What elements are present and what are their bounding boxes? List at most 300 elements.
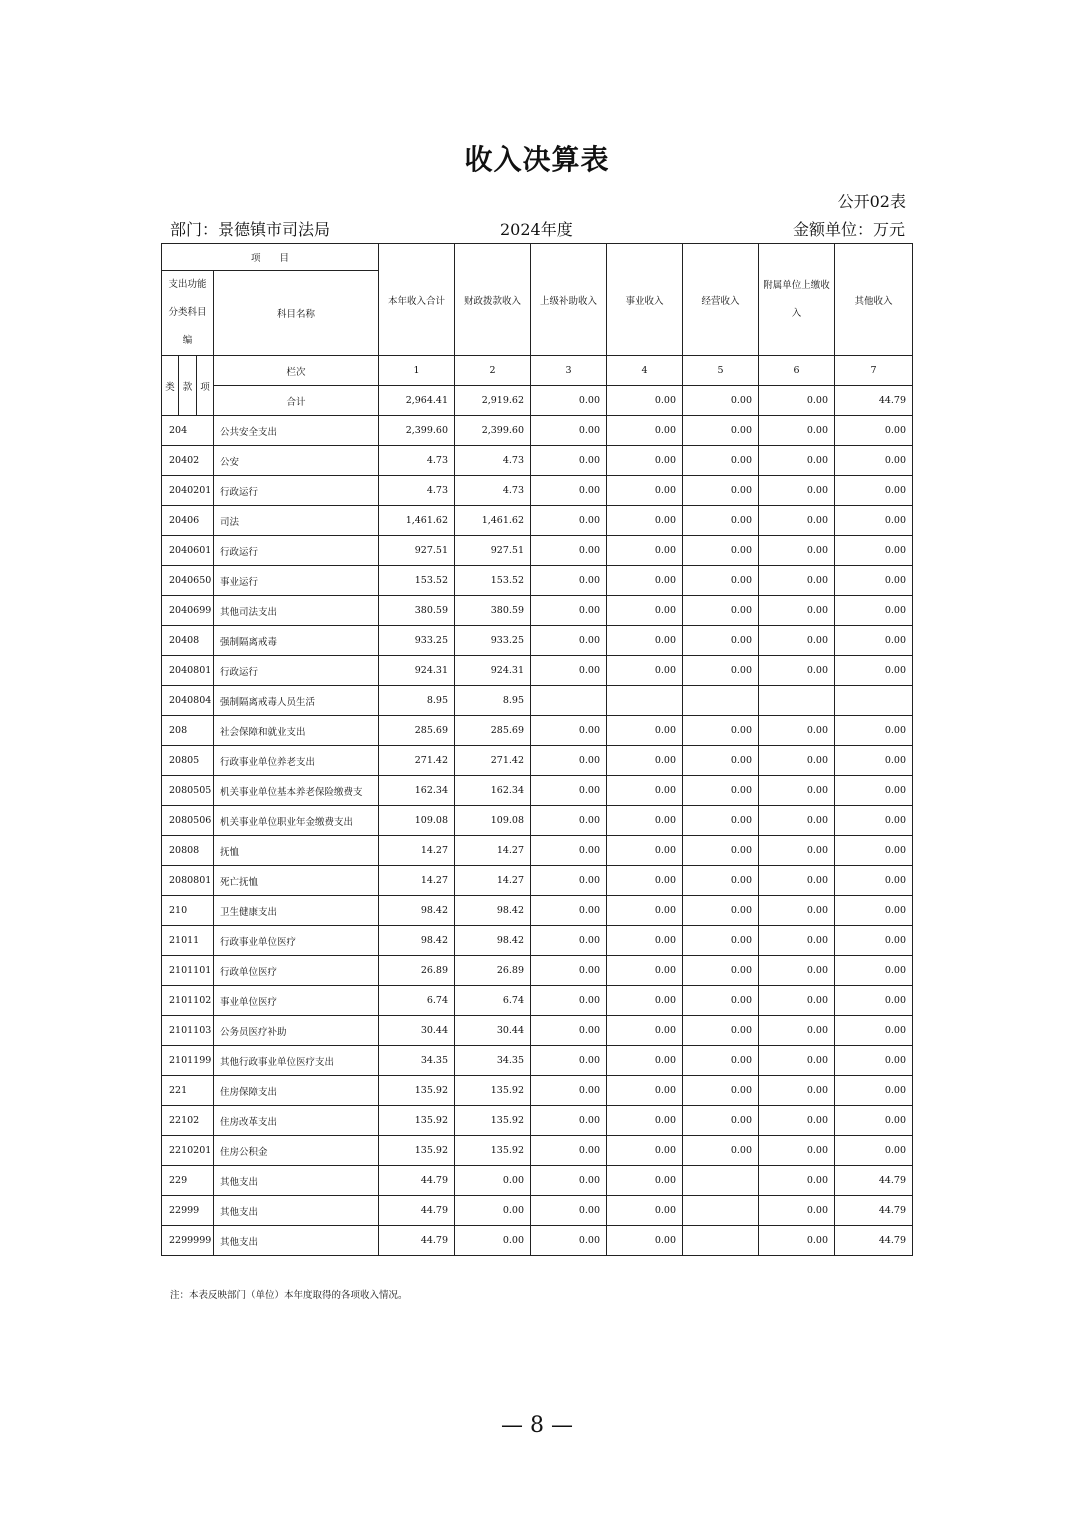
row-code: 208 xyxy=(162,716,214,746)
total-label: 合计 xyxy=(214,386,379,416)
table-row xyxy=(162,1076,913,1106)
table-note: 注：本表反映部门（单位）本年度取得的各项收入情况。 xyxy=(170,1290,408,1301)
row-value: 26.89 xyxy=(455,956,531,986)
row-value: 0.00 xyxy=(835,746,913,776)
row-value: 285.69 xyxy=(455,716,531,746)
row-value: 0.00 xyxy=(455,1226,531,1256)
row-value: 0.00 xyxy=(759,416,835,446)
row-value: 14.27 xyxy=(379,836,455,866)
row-code: 21011 xyxy=(162,926,214,956)
row-value: 0.00 xyxy=(607,536,683,566)
amount-unit: 金额单位：万元 xyxy=(792,220,905,239)
table-row xyxy=(162,956,913,986)
row-value: 0.00 xyxy=(683,836,759,866)
row-value: 162.34 xyxy=(379,776,455,806)
header-col: 财政拨款收入 xyxy=(455,244,531,356)
row-value: 8.95 xyxy=(379,686,455,716)
row-name: 事业运行 xyxy=(214,566,379,596)
row-code: 2080505 xyxy=(162,776,214,806)
row-value: 2,399.60 xyxy=(455,416,531,446)
row-value: 0.00 xyxy=(531,1166,607,1196)
row-value: 0.00 xyxy=(607,416,683,446)
row-value: 30.44 xyxy=(379,1016,455,1046)
total-value: 2,964.41 xyxy=(379,386,455,416)
row-name: 抚恤 xyxy=(214,836,379,866)
row-name: 其他支出 xyxy=(214,1226,379,1256)
row-value: 0.00 xyxy=(531,1106,607,1136)
row-value: 4.73 xyxy=(379,476,455,506)
table-row xyxy=(162,866,913,896)
row-value: 4.73 xyxy=(455,446,531,476)
total-value: 0.00 xyxy=(759,386,835,416)
row-value: 44.79 xyxy=(379,1166,455,1196)
header-code-group: 支出功能分类科目编 xyxy=(162,271,214,356)
table-row xyxy=(162,746,913,776)
row-value: 0.00 xyxy=(531,506,607,536)
row-value: 380.59 xyxy=(455,596,531,626)
table-row xyxy=(162,1136,913,1166)
row-value: 0.00 xyxy=(683,1106,759,1136)
row-value: 0.00 xyxy=(607,746,683,776)
table-row xyxy=(162,596,913,626)
row-code: 20408 xyxy=(162,626,214,656)
row-name: 行政运行 xyxy=(214,536,379,566)
col-num: 4 xyxy=(607,356,683,386)
row-name: 住房公积金 xyxy=(214,1136,379,1166)
row-value: 0.00 xyxy=(531,836,607,866)
row-value: 0.00 xyxy=(531,476,607,506)
department: 部门：景德镇市司法局 xyxy=(170,220,331,239)
row-value: 0.00 xyxy=(607,476,683,506)
col-num: 7 xyxy=(835,356,913,386)
row-value: 0.00 xyxy=(531,596,607,626)
row-value: 0.00 xyxy=(531,1046,607,1076)
row-value: 34.35 xyxy=(379,1046,455,1076)
row-code: 2040804 xyxy=(162,686,214,716)
row-value: 135.92 xyxy=(379,1136,455,1166)
row-value: 0.00 xyxy=(531,1136,607,1166)
row-value: 6.74 xyxy=(455,986,531,1016)
row-value: 927.51 xyxy=(379,536,455,566)
table-row xyxy=(162,776,913,806)
row-value: 153.52 xyxy=(455,566,531,596)
row-value: 0.00 xyxy=(683,536,759,566)
total-value: 0.00 xyxy=(607,386,683,416)
row-code: 210 xyxy=(162,896,214,926)
row-name: 行政单位医疗 xyxy=(214,956,379,986)
row-value: 271.42 xyxy=(455,746,531,776)
row-value: 0.00 xyxy=(835,566,913,596)
row-name: 公安 xyxy=(214,446,379,476)
row-value: 0.00 xyxy=(835,806,913,836)
row-value: 0.00 xyxy=(607,1166,683,1196)
row-value: 380.59 xyxy=(379,596,455,626)
table-row xyxy=(162,626,913,656)
row-value: 0.00 xyxy=(607,1016,683,1046)
row-value: 44.79 xyxy=(379,1196,455,1226)
row-value: 0.00 xyxy=(607,1226,683,1256)
row-code: 2101199 xyxy=(162,1046,214,1076)
row-name: 其他司法支出 xyxy=(214,596,379,626)
row-value: 135.92 xyxy=(455,1076,531,1106)
table-row xyxy=(162,986,913,1016)
row-value: 927.51 xyxy=(455,536,531,566)
row-value: 109.08 xyxy=(455,806,531,836)
table-row xyxy=(162,416,913,446)
row-name: 机关事业单位基本养老保险缴费支 xyxy=(214,776,379,806)
row-value: 0.00 xyxy=(683,746,759,776)
col-num: 6 xyxy=(759,356,835,386)
row-value: 0.00 xyxy=(683,956,759,986)
row-value: 44.79 xyxy=(835,1226,913,1256)
row-value: 0.00 xyxy=(835,956,913,986)
row-value: 0.00 xyxy=(531,566,607,596)
row-value: 0.00 xyxy=(683,476,759,506)
row-value: 0.00 xyxy=(607,1046,683,1076)
total-value: 2,919.62 xyxy=(455,386,531,416)
row-code: 20406 xyxy=(162,506,214,536)
row-code: 2080506 xyxy=(162,806,214,836)
row-code: 2101101 xyxy=(162,956,214,986)
row-value: 44.79 xyxy=(835,1196,913,1226)
header-lanci: 栏次 xyxy=(214,356,379,386)
row-code: 2040601 xyxy=(162,536,214,566)
row-value: 2,399.60 xyxy=(379,416,455,446)
table-row xyxy=(162,806,913,836)
row-value: 44.79 xyxy=(379,1226,455,1256)
row-value: 0.00 xyxy=(835,1076,913,1106)
col-num: 2 xyxy=(455,356,531,386)
row-value xyxy=(683,1226,759,1256)
page-title: 收入决算表 xyxy=(464,143,610,176)
header-col: 其他收入 xyxy=(835,244,913,356)
row-code: 20808 xyxy=(162,836,214,866)
table-row xyxy=(162,1196,913,1226)
row-name: 行政运行 xyxy=(214,656,379,686)
row-value: 0.00 xyxy=(759,1226,835,1256)
header-col: 附属单位上缴收入 xyxy=(759,244,835,356)
row-value: 0.00 xyxy=(759,1136,835,1166)
row-value: 271.42 xyxy=(379,746,455,776)
row-value: 0.00 xyxy=(759,1106,835,1136)
page-number: — 8 — xyxy=(501,1413,573,1438)
row-value: 285.69 xyxy=(379,716,455,746)
row-value: 0.00 xyxy=(759,626,835,656)
row-value: 0.00 xyxy=(835,416,913,446)
row-name: 行政运行 xyxy=(214,476,379,506)
row-value: 0.00 xyxy=(683,1016,759,1046)
row-value: 0.00 xyxy=(683,986,759,1016)
row-name: 事业单位医疗 xyxy=(214,986,379,1016)
col-num: 5 xyxy=(683,356,759,386)
table-row xyxy=(162,566,913,596)
row-value: 0.00 xyxy=(531,656,607,686)
row-value: 0.00 xyxy=(531,1196,607,1226)
row-code: 204 xyxy=(162,416,214,446)
row-value: 98.42 xyxy=(455,896,531,926)
row-value: 135.92 xyxy=(379,1076,455,1106)
table-row xyxy=(162,926,913,956)
row-name: 住房改革支出 xyxy=(214,1106,379,1136)
row-value: 0.00 xyxy=(759,1196,835,1226)
row-value: 153.52 xyxy=(379,566,455,596)
row-value: 0.00 xyxy=(531,926,607,956)
row-value: 0.00 xyxy=(531,986,607,1016)
row-value: 0.00 xyxy=(607,716,683,746)
row-name: 住房保障支出 xyxy=(214,1076,379,1106)
row-value: 0.00 xyxy=(759,716,835,746)
header-lei: 类 xyxy=(162,356,179,416)
row-value: 0.00 xyxy=(607,1106,683,1136)
row-code: 22999 xyxy=(162,1196,214,1226)
row-value: 0.00 xyxy=(607,566,683,596)
row-value: 0.00 xyxy=(531,626,607,656)
table-row xyxy=(162,836,913,866)
row-value: 0.00 xyxy=(835,656,913,686)
row-value: 0.00 xyxy=(683,776,759,806)
row-value: 0.00 xyxy=(683,506,759,536)
row-value: 0.00 xyxy=(607,806,683,836)
row-value: 0.00 xyxy=(759,506,835,536)
row-value: 4.73 xyxy=(455,476,531,506)
row-code: 2101102 xyxy=(162,986,214,1016)
row-value: 0.00 xyxy=(759,896,835,926)
row-value: 135.92 xyxy=(455,1106,531,1136)
row-value: 0.00 xyxy=(455,1196,531,1226)
row-value: 0.00 xyxy=(607,1076,683,1106)
row-value: 933.25 xyxy=(379,626,455,656)
row-value: 0.00 xyxy=(759,446,835,476)
row-value xyxy=(835,686,913,716)
row-value: 0.00 xyxy=(759,1076,835,1106)
row-value: 0.00 xyxy=(531,536,607,566)
row-value: 0.00 xyxy=(683,1136,759,1166)
row-value: 0.00 xyxy=(835,476,913,506)
row-value: 0.00 xyxy=(607,446,683,476)
row-value: 0.00 xyxy=(835,446,913,476)
row-value: 0.00 xyxy=(607,866,683,896)
row-value xyxy=(683,1196,759,1226)
row-value: 0.00 xyxy=(835,716,913,746)
row-value: 0.00 xyxy=(683,446,759,476)
row-value: 0.00 xyxy=(759,956,835,986)
row-value: 0.00 xyxy=(759,776,835,806)
header-item: 项 目 xyxy=(162,244,379,271)
header-col: 事业收入 xyxy=(607,244,683,356)
row-value: 162.34 xyxy=(455,776,531,806)
row-value: 0.00 xyxy=(683,596,759,626)
header-kuan: 款 xyxy=(179,356,197,416)
row-value: 0.00 xyxy=(835,1136,913,1166)
row-value: 0.00 xyxy=(759,1166,835,1196)
table-row xyxy=(162,656,913,686)
row-value: 0.00 xyxy=(607,506,683,536)
row-value: 0.00 xyxy=(835,986,913,1016)
table-row xyxy=(162,1016,913,1046)
row-value xyxy=(683,686,759,716)
row-value: 0.00 xyxy=(835,536,913,566)
row-value: 98.42 xyxy=(379,896,455,926)
table-row xyxy=(162,716,913,746)
row-name: 机关事业单位职业年金缴费支出 xyxy=(214,806,379,836)
row-value: 0.00 xyxy=(759,836,835,866)
income-table xyxy=(161,243,913,1256)
table-row xyxy=(162,1166,913,1196)
row-code: 20402 xyxy=(162,446,214,476)
row-value: 4.73 xyxy=(379,446,455,476)
row-value: 0.00 xyxy=(683,1046,759,1076)
total-value: 0.00 xyxy=(683,386,759,416)
row-code: 2040650 xyxy=(162,566,214,596)
row-value: 14.27 xyxy=(455,866,531,896)
row-value: 98.42 xyxy=(379,926,455,956)
row-value: 135.92 xyxy=(379,1106,455,1136)
row-value: 0.00 xyxy=(531,956,607,986)
row-value: 0.00 xyxy=(683,416,759,446)
row-value: 0.00 xyxy=(835,926,913,956)
row-code: 2040201 xyxy=(162,476,214,506)
row-value: 0.00 xyxy=(759,926,835,956)
row-value: 109.08 xyxy=(379,806,455,836)
row-value: 924.31 xyxy=(455,656,531,686)
row-value: 0.00 xyxy=(835,866,913,896)
table-row xyxy=(162,1226,913,1256)
row-value: 98.42 xyxy=(455,926,531,956)
row-value: 0.00 xyxy=(607,1136,683,1166)
table-row xyxy=(162,446,913,476)
row-code: 2101103 xyxy=(162,1016,214,1046)
row-value: 0.00 xyxy=(835,836,913,866)
table-row xyxy=(162,686,913,716)
row-value: 0.00 xyxy=(683,566,759,596)
header-col: 本年收入合计 xyxy=(379,244,455,356)
row-name: 强制隔离戒毒人员生活 xyxy=(214,686,379,716)
row-value: 0.00 xyxy=(607,836,683,866)
fiscal-year: 2024年度 xyxy=(500,220,573,239)
row-name: 行政事业单位养老支出 xyxy=(214,746,379,776)
row-value: 0.00 xyxy=(607,656,683,686)
row-value: 0.00 xyxy=(835,626,913,656)
row-value: 0.00 xyxy=(759,866,835,896)
total-value: 0.00 xyxy=(531,386,607,416)
row-value: 0.00 xyxy=(759,806,835,836)
row-value: 0.00 xyxy=(759,746,835,776)
row-value: 0.00 xyxy=(607,926,683,956)
row-value: 0.00 xyxy=(835,776,913,806)
col-num: 3 xyxy=(531,356,607,386)
row-code: 221 xyxy=(162,1076,214,1106)
row-value: 0.00 xyxy=(683,926,759,956)
row-value: 1,461.62 xyxy=(379,506,455,536)
row-value: 0.00 xyxy=(531,866,607,896)
row-value: 0.00 xyxy=(607,626,683,656)
row-value: 0.00 xyxy=(607,986,683,1016)
row-value: 6.74 xyxy=(379,986,455,1016)
row-value: 0.00 xyxy=(455,1166,531,1196)
row-name: 其他支出 xyxy=(214,1166,379,1196)
row-value: 0.00 xyxy=(835,506,913,536)
row-value: 0.00 xyxy=(683,656,759,686)
row-value: 0.00 xyxy=(531,446,607,476)
row-value: 1,461.62 xyxy=(455,506,531,536)
row-name: 公共安全支出 xyxy=(214,416,379,446)
row-value: 0.00 xyxy=(531,776,607,806)
row-value: 924.31 xyxy=(379,656,455,686)
header-xiang: 项 xyxy=(197,356,214,416)
row-value: 0.00 xyxy=(607,776,683,806)
row-value: 0.00 xyxy=(683,716,759,746)
row-name: 公务员医疗补助 xyxy=(214,1016,379,1046)
row-value: 0.00 xyxy=(531,746,607,776)
meta-line xyxy=(170,217,905,239)
row-name: 其他支出 xyxy=(214,1196,379,1226)
row-value: 0.00 xyxy=(759,986,835,1016)
row-value: 0.00 xyxy=(607,1196,683,1226)
row-value xyxy=(683,1166,759,1196)
row-code: 2210201 xyxy=(162,1136,214,1166)
row-value: 0.00 xyxy=(683,896,759,926)
table-row xyxy=(162,506,913,536)
row-value: 0.00 xyxy=(835,1016,913,1046)
row-value: 0.00 xyxy=(607,596,683,626)
row-code: 2080801 xyxy=(162,866,214,896)
row-value: 0.00 xyxy=(759,656,835,686)
row-value: 0.00 xyxy=(835,596,913,626)
row-name: 社会保障和就业支出 xyxy=(214,716,379,746)
row-value: 0.00 xyxy=(531,1016,607,1046)
row-value: 0.00 xyxy=(835,896,913,926)
row-value xyxy=(607,686,683,716)
row-value: 933.25 xyxy=(455,626,531,656)
table-row xyxy=(162,1106,913,1136)
row-value: 0.00 xyxy=(531,1076,607,1106)
table-row xyxy=(162,536,913,566)
table-number: 公开02表 xyxy=(837,192,906,211)
row-value: 26.89 xyxy=(379,956,455,986)
row-value: 0.00 xyxy=(531,896,607,926)
row-value: 34.35 xyxy=(455,1046,531,1076)
row-value: 0.00 xyxy=(607,896,683,926)
row-value: 0.00 xyxy=(759,1016,835,1046)
row-value: 135.92 xyxy=(455,1136,531,1166)
row-value: 14.27 xyxy=(455,836,531,866)
row-value: 8.95 xyxy=(455,686,531,716)
table-row xyxy=(162,476,913,506)
table-row xyxy=(162,1046,913,1076)
row-name: 其他行政事业单位医疗支出 xyxy=(214,1046,379,1076)
row-code: 2299999 xyxy=(162,1226,214,1256)
row-name: 司法 xyxy=(214,506,379,536)
header-col: 经营收入 xyxy=(683,244,759,356)
row-value: 30.44 xyxy=(455,1016,531,1046)
row-value: 0.00 xyxy=(835,1046,913,1076)
row-value: 0.00 xyxy=(759,566,835,596)
row-code: 229 xyxy=(162,1166,214,1196)
row-value: 0.00 xyxy=(531,716,607,746)
row-value: 0.00 xyxy=(607,956,683,986)
row-code: 22102 xyxy=(162,1106,214,1136)
row-value: 0.00 xyxy=(531,416,607,446)
row-value xyxy=(531,686,607,716)
table-row xyxy=(162,896,913,926)
row-value: 0.00 xyxy=(683,1076,759,1106)
row-value: 0.00 xyxy=(835,1106,913,1136)
total-value: 44.79 xyxy=(835,386,913,416)
row-value: 0.00 xyxy=(759,596,835,626)
row-value: 0.00 xyxy=(683,866,759,896)
row-name: 死亡抚恤 xyxy=(214,866,379,896)
row-value: 14.27 xyxy=(379,866,455,896)
